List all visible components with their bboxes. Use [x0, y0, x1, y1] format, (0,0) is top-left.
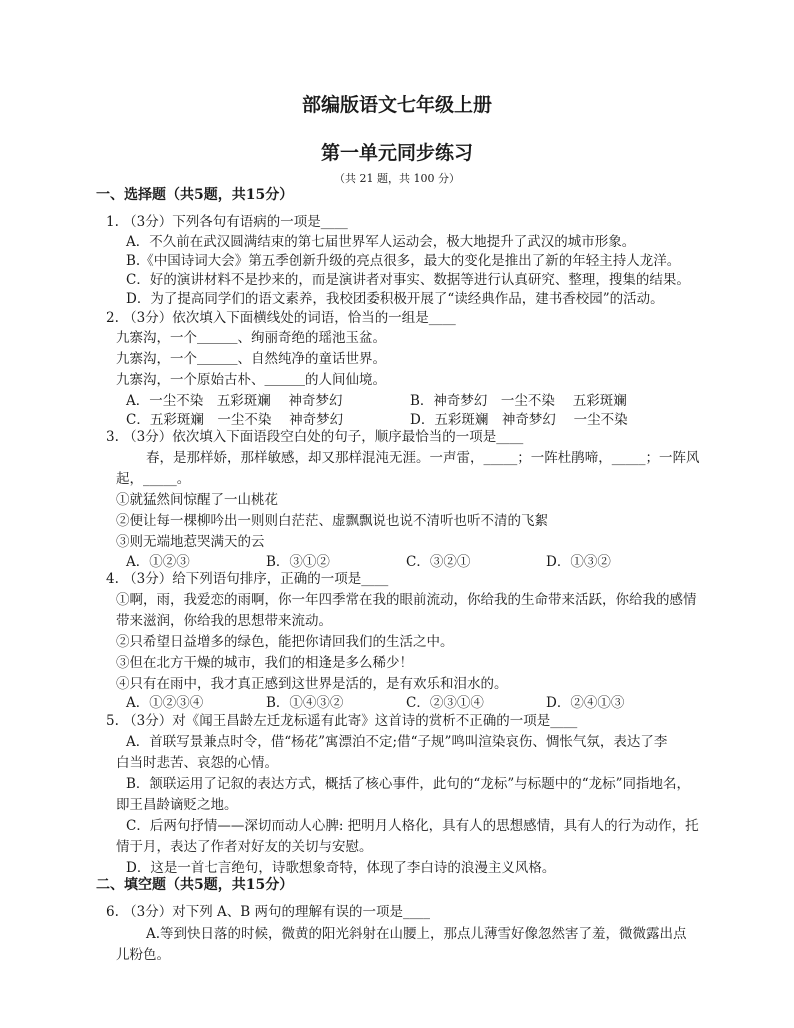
question-4-option-a: A．①②③④	[126, 695, 204, 711]
question-4-sentence-1b: 带来滋润，你给我的思想带来流动。	[116, 613, 332, 629]
section-heading-fill: 二、填空题（共5题，共15分）	[96, 877, 294, 893]
question-4-sentence-3: ③但在北方干燥的城市，我们的相逢是多么稀少！	[116, 655, 413, 671]
question-4-option-c: C．②③①④	[406, 695, 484, 711]
question-4-sentence-1a: ①啊，雨，我爱恋的雨啊，你一年四季常在我的眼前流动，你给我的生命带来活跃，你给我的感情	[116, 592, 697, 608]
question-3-option-b: B．③①②	[266, 554, 330, 570]
question-1-option-d: D．为了提高同学们的语文素养，我校团委积极开展了“读经典作品，建书香校园”的活动。	[126, 291, 664, 307]
question-3-sentence-2: ②便让每一棵柳吟出一则则白茫茫、虚飘飘说也说不清听也听不清的飞絮	[116, 513, 548, 529]
question-1-option-a: A．不久前在武汉圆满结束的第七届世界军人运动会，极大地提升了武汉的城市形象。	[126, 234, 636, 250]
question-2-line-3: 九寨沟，一个原始古朴、＿＿＿的人间仙境。	[116, 372, 386, 388]
question-3-sentence-1: ①就猛然间惊醒了一山桃花	[116, 492, 278, 508]
question-5-option-d: D．这是一首七言绝句，诗歌想象奇特，体现了李白诗的浪漫主义风格。	[126, 860, 556, 876]
question-6-stem: 6. （3分）对下列 A、B 两句的理解有误的一项是____	[106, 904, 431, 920]
question-3-option-c: C．③②①	[406, 554, 471, 570]
question-3-sentence-3: ③则无端地惹哭满天的云	[116, 534, 265, 550]
question-3-passage-line-1: 春，是那样娇，那样敏感，却又那样混沌无涯。一声雷，_____；一阵杜鹃啼，_____；一阵风	[146, 450, 700, 466]
question-1-option-c: C．好的演讲材料不是抄来的，而是演讲者对事实、数据等进行认真研究、整理，搜集的结果。	[126, 272, 690, 288]
question-5-option-c-line-1: C．后两句抒情——深切而动人心脾: 把明月人格化，具有人的思想感情，具有人的行为动作，托	[126, 818, 699, 834]
question-2-line-2: 九寨沟，一个＿＿＿、自然纯净的童话世界。	[116, 351, 386, 367]
question-3-stem: 3. （3分）依次填入下面语段空白处的句子，顺序最恰当的一项是____	[106, 429, 524, 445]
question-4-sentence-2: ②只希望日益增多的绿色，能把你请回我们的生活之中。	[116, 634, 454, 650]
question-3-passage-line-2: 起，_____。	[116, 471, 191, 487]
question-5-option-b-line-2: 即王昌龄谪贬之地。	[116, 797, 238, 813]
question-2-option-a: A．一尘不染 五彩斑斓 神奇梦幻	[126, 393, 343, 409]
question-6-sentence-a-line-1: A.等到快日落的时候，微黄的阳光斜射在山腰上，那点儿薄雪好像忽然害了羞，微微露出点	[146, 926, 687, 942]
question-6-sentence-a-line-2: 儿粉色。	[116, 947, 170, 963]
question-3-option-d: D．①③②	[546, 554, 611, 570]
question-4-stem: 4. （3分）给下列语句排序，正确的一项是____	[106, 571, 389, 587]
question-2-option-c: C．五彩斑斓 一尘不染 神奇梦幻	[126, 412, 344, 428]
question-4-sentence-4: ④只有在雨中，我才真正感到这世界是活的，是有欢乐和泪水的。	[116, 676, 508, 692]
question-2-option-d: D．五彩斑斓 神奇梦幻 一尘不染	[410, 412, 628, 428]
question-4-option-b: B．①④③②	[266, 695, 344, 711]
document-title: 部编版语文七年级上册	[301, 94, 492, 116]
question-2-option-b: B．神奇梦幻 一尘不染 五彩斑斓	[410, 393, 627, 409]
section-heading-choice: 一、选择题（共5题，共15分）	[96, 187, 294, 203]
score-note: （共 21 题，共 100 分）	[334, 172, 460, 185]
unit-title: 第一单元同步练习	[320, 142, 473, 164]
question-2-stem: 2. （3分）依次填入下面横线处的词语，恰当的一组是____	[106, 310, 456, 326]
question-5-option-a-line-2: 白当时悲苦、哀怨的心情。	[116, 755, 278, 771]
question-4-option-d: D．②④①③	[546, 695, 625, 711]
question-5-option-c-line-2: 情于月，表达了作者对好友的关切与安慰。	[116, 839, 373, 855]
question-1-stem: 1. （3分）下列各句有语病的一项是____	[106, 214, 348, 230]
question-5-option-a-line-1: A．首联写景兼点时令，借“杨花”寓漂泊不定;借“子规”鸣叫渲染哀伤、惆怅气氛，表达了李	[126, 734, 668, 750]
question-5-stem: 5. （3分）对《闻王昌龄左迁龙标遥有此寄》这首诗的赏析不正确的一项是____	[106, 713, 578, 729]
question-2-line-1: 九寨沟，一个＿＿＿、绚丽奇绝的瑶池玉盆。	[116, 330, 386, 346]
question-3-option-a: A．①②③	[126, 554, 190, 570]
question-5-option-b-line-1: B．颔联运用了记叙的表达方式，概括了核心事件，此句的“龙标”与标题中的“龙标”同指地名，	[126, 776, 691, 792]
question-1-option-b: B.《中国诗词大会》第五季创新升级的亮点很多，最大的变化是推出了新的年轻主持人龙洋。	[126, 253, 681, 269]
